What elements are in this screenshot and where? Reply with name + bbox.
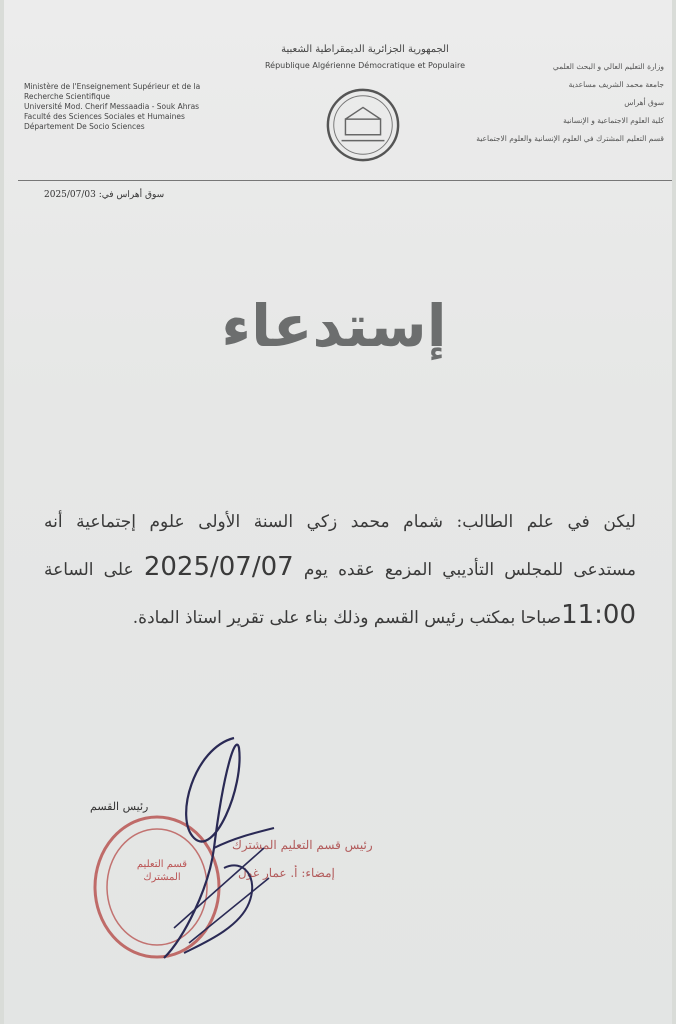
hearing-time: 11:00: [561, 600, 636, 630]
republic-name-fr: République Algérienne Démocratique et Populaire: [264, 61, 466, 70]
ministry-line: Recherche Scientifique: [24, 92, 110, 101]
republic-name-ar: الجمهورية الجزائرية الديمقراطية الشعبية: [281, 44, 449, 55]
hearing-date: 2025/07/07: [143, 552, 294, 582]
university-logo-icon: [324, 86, 402, 164]
summons-body: [44, 500, 636, 641]
body-line-2-end: على الساعة: [44, 560, 134, 580]
ministry-line: Ministère de l'Enseignement Supérieur et de la: [24, 82, 201, 91]
ministry-line-ar: وزارة التعليم العالي و البحث العلمي: [552, 62, 664, 71]
faculty-line: Faculté des Sciences Sociales et Humaines: [24, 112, 185, 121]
department-line: Département De Socio Sciences: [24, 122, 145, 131]
handwritten-signature-icon: [154, 728, 284, 968]
stamp-center-text: قسم التعليم المشترك: [136, 859, 188, 883]
header-left-fr: [24, 82, 254, 132]
university-line-ar: جامعة محمد الشريف مساعدية: [568, 80, 664, 89]
body-line-2-text: مستدعى للمجلس التأديبي المزمع عقده يوم: [303, 560, 637, 580]
document-page: [4, 0, 672, 1024]
date-line: سوق أهراس في: 2025/07/03: [44, 190, 165, 200]
university-line: Université Mod. Cherif Messaadia - Souk Ahras: [24, 102, 200, 111]
header-right-ar: [464, 58, 664, 148]
body-line-1: ليكن في علم الطالب: شمام محمد زكي السنة الأولى علوم إجتماعية أنه: [44, 512, 636, 532]
faculty-line-ar: كلية العلوم الاجتماعية و الإنسانية: [563, 116, 664, 125]
body-line-3-text: صباحا بمكتب رئيس القسم وذلك بناء على تقرير استاذ المادة.: [132, 608, 562, 628]
signature-heading: رئيس القسم: [90, 800, 149, 813]
city-line-ar: سوق أهراس: [624, 98, 664, 107]
stamp-title-line: رئيس قسم التعليم المشترك: [232, 838, 373, 852]
stamp-signatory-line: إمضاء: أ. عمار غول: [238, 866, 335, 880]
header-divider: [18, 180, 672, 181]
department-line-ar: قسم التعليم المشترك في العلوم الإنسانية والعلوم الاجتماعية: [476, 134, 664, 143]
header-center: [240, 44, 490, 70]
document-title: إستدعاء: [221, 292, 447, 360]
body-line-3: [44, 593, 636, 641]
body-line-2: [44, 545, 636, 593]
